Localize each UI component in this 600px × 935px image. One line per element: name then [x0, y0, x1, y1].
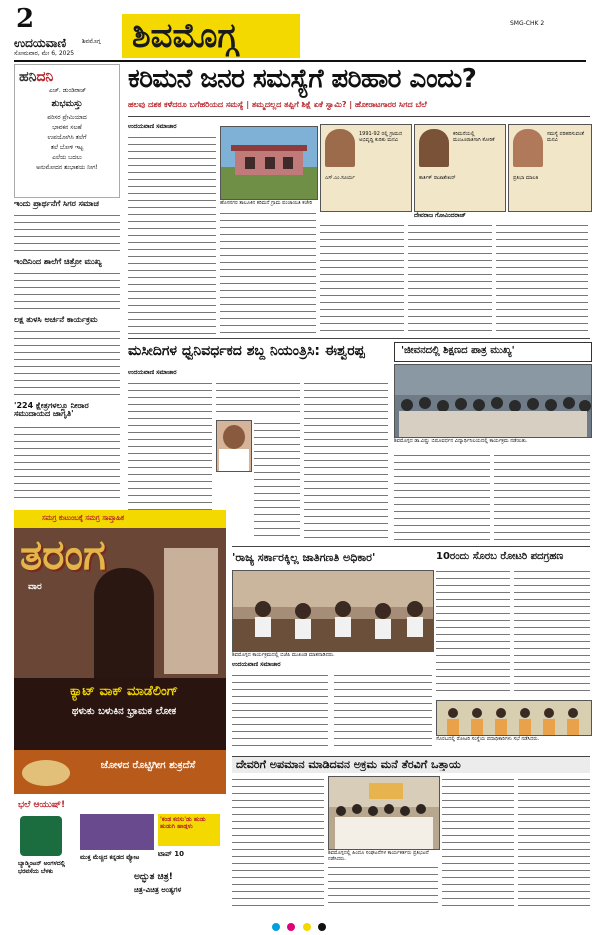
- ad-promo-panel: [14, 794, 226, 910]
- ad-brand: ತರಂಗ: [20, 530, 106, 579]
- ad-promo-story: 'ಕಂಡ ಕನಸು'ಡು ಹುಡು ಹುಡುಗಿ ಹಾಡ್ಗಳು: [160, 816, 206, 830]
- ad-food-title: ಜೋಳದ ರೊಟ್ಟಿಗೀಗ ಶುಕ್ರದೆಸೆ: [100, 760, 196, 771]
- life-headline-box: [394, 342, 592, 362]
- main-photo-caption: ಹೊಸನಗರ ತಾಲೂಕಿನ ಕರಿಮನೆ ಗ್ರಾಮ ಪಂಚಾಯಿತಿ ಕಚೇರಿ: [220, 200, 313, 206]
- main-body-col-1: [128, 134, 216, 334]
- ad-cover: [14, 528, 226, 678]
- ad-promo-left: ಬ್ಯಾಡ್ಮಿಂಟನ್ ಅಂಗಳದಲ್ಲಿ ಭರವಸೆಯ ಬೆಳಕು: [18, 860, 66, 875]
- left-headline-3: ಲಕ್ಷ ತುಳಸಿ ಅರ್ಚನೆ ಕಾರ್ಯಕ್ರಮ: [14, 315, 98, 324]
- honey-author: ಎಚ್. ಡುಂಡಿರಾಜ್: [49, 87, 87, 94]
- honey-title-b: ದನಿ: [36, 69, 54, 85]
- caste-rule: [232, 546, 590, 547]
- left-body-2: [14, 270, 120, 312]
- eshwarappa-photo: [216, 420, 252, 472]
- main-photo: [220, 126, 318, 200]
- person-photo: [325, 129, 355, 167]
- mosque-body-2a: [216, 380, 300, 416]
- poem-line: ತಲೆ ಬೋಳಿ ಇಟ್ಟ: [50, 144, 84, 151]
- main-body-col-5: [496, 222, 588, 334]
- main-headline: ಕರಿಮನೆ ಜನರ ಸಮಸ್ಯೆಗೆ ಪರಿಹಾರ ಎಂದು?: [128, 64, 477, 94]
- poem-line: ಪರಿಸರ ಪ್ರೇಮಿಯಾದ: [47, 114, 87, 121]
- left-headline-1: ಇಂದು ಪ್ರಾರ್ಥನೆಗೆ ಸಿಗರ ಸಮಾಚ: [14, 199, 99, 208]
- magenta-mark: [287, 923, 295, 931]
- honey-column: [14, 64, 120, 198]
- ad-food-strip: [14, 750, 226, 794]
- ad-athlete-image: [20, 816, 62, 856]
- masthead-rule: [14, 60, 586, 62]
- tenth-caption: ಸೊರಬದಲ್ಲಿ ರೋಟರಿ ಸಂಸ್ಥೆಯ ಪದಾಧಿಕಾರಿಗಳು ಸಭೆ ನಡೆಸಿದರು.: [436, 736, 540, 742]
- ad-tagline: ಸಮಗ್ರ ಕುಟುಂಬಕ್ಕೆ ಸಮಗ್ರ ಸಾಪ್ತಾಹಿಕ: [42, 514, 125, 522]
- poem-title: ಶುಭಮಸ್ತು: [51, 99, 83, 109]
- card-name: ಪ್ರತಿಭಾ ಮಾಲತಿ: [513, 175, 539, 181]
- temple-headline-bar: [232, 756, 590, 773]
- page-code: SMG-CHK 2: [510, 20, 545, 27]
- group-illustration: [437, 701, 591, 735]
- left-body-4: [14, 424, 120, 504]
- poem-text: [15, 113, 119, 173]
- ad-crowd-image: [80, 814, 154, 850]
- mosque-rule: [128, 338, 590, 339]
- person-head: [223, 425, 245, 449]
- black-mark: [318, 923, 326, 931]
- temple-caption: ಶಿವಮೊಗ್ಗದಲ್ಲಿ ಹಿಂದೂ ಸಂಘಟನೆಗಳ ಕಾರ್ಯಕರ್ತರು ಪ್ರತಿಭಟನೆ ನಡೆಸಿದರು.: [328, 850, 429, 862]
- honey-title: [19, 69, 53, 85]
- protest-illustration: [329, 777, 439, 849]
- section-title: ಶಿವಮೊಗ್ಗ: [132, 16, 238, 56]
- issue-date: ಸೋಮವಾರ, ಮೇ 6, 2025: [14, 50, 75, 57]
- life-body-2: [494, 452, 590, 540]
- caste-caption: ಶಿವಮೊಗ್ಗದ ಕಾರ್ಯಕ್ರಮದಲ್ಲಿ ಬಿಜೆಪಿ ಮುಖಂಡ ಮಾತನಾಡಿದರು.: [232, 652, 335, 658]
- registration-marks: [180, 916, 420, 926]
- person-photo: [513, 129, 543, 167]
- yellow-mark: [303, 923, 311, 931]
- person-photo: [419, 129, 449, 167]
- page-number: 2: [16, 4, 35, 34]
- ad-story-box: [158, 814, 220, 846]
- people-card-3: [508, 124, 592, 212]
- ad-promo-right-b: ಚಿತ್ರ-ವಿಚಿತ್ರ ಅಂತ್ಯಗಳ: [134, 886, 182, 894]
- ad-promo-mid: ಮುಕ್ತ ಮೆಚ್ಚಿದ ಕನ್ನಡದ ಪ್ಯೋಟ: [80, 854, 140, 861]
- edition-label: ಶಿವಮೊಗ್ಗ: [82, 38, 101, 45]
- caste-photo: [232, 570, 434, 652]
- mosque-headline: ಮಸೀದಿಗಳ ಧ್ವನಿವರ್ಧಕದ ಶಬ್ದ ನಿಯಂತ್ರಿಸಿ: ಈಶ್ವರಪ್ಪ: [128, 343, 365, 359]
- temple-body-2: [328, 864, 438, 908]
- ad-model-image: [164, 548, 218, 674]
- tenth-headline: 10ರಂದು ಸೊರಬ ರೋಟರಿ ಪದಗ್ರಹಣ: [436, 551, 564, 562]
- building-illustration: [221, 127, 317, 199]
- poem-line: ಅನುಮೋದನ ಶುಭಾಶಯ ನೀಗ!: [36, 164, 98, 171]
- temple-body-1: [232, 776, 324, 908]
- temple-headline: ದೇವರಿಗೆ ಅಪಮಾನ ಮಾಡಿದವನ ಅಕ್ರಮ ಮನೆ ತೆರವಿಗೆ ಒತ್ತಾಯ: [236, 759, 461, 771]
- tenth-body-2: [514, 568, 590, 696]
- honey-title-a: ಹನಿ: [19, 69, 37, 85]
- caste-byline: ಉದಯವಾಣಿ ಸಮಾಚಾರ: [232, 661, 281, 668]
- ad-food-image: [22, 760, 70, 786]
- people-card-1: [320, 124, 412, 212]
- temple-photo: [328, 776, 440, 850]
- card-name-extra: ದೇವರಾಜ ಗೋವಿಂದರಾಜ್: [414, 212, 466, 219]
- card-name: ಎಸ್.ಎಂ.ಸೂರ್ಯ: [325, 175, 355, 181]
- caste-body-2: [334, 672, 432, 752]
- left-body-3: [14, 328, 120, 398]
- masthead-left: [14, 4, 124, 56]
- life-body-1: [394, 452, 490, 540]
- ad-model-image-2: [94, 568, 154, 678]
- life-caption: ಶಿವಮೊಗ್ಗದ ಡಾ.ವಿಷ್ಣು ಬಿಷೂವರ್ಧನ ವಿದ್ಯಾರ್ಥಿನಿಲಯದಲ್ಲಿ ಕಾರ್ಯಕ್ರಮ ನಡೆಯಿತು.: [394, 438, 528, 444]
- left-headline-4: '224 ಕ್ಷೇತ್ರಗಳಲ್ಲೂ ನೀರಾರ ಸಮುದಾಯದ ಜಾಗೃತಿ': [14, 401, 89, 419]
- ad-sub: ವಾರ: [28, 582, 42, 592]
- ad-promo-tag: ಭಲೆ ಆಯುಷ್!: [18, 800, 66, 810]
- ad-banner-title: ಕ್ಯಾಟ್ ವಾಕ್ ಮಾಡೆಲಿಂಗ್: [69, 684, 179, 699]
- left-headline-2: ಇಂದಿನಿಂದ ಶಾಲೆಗೆ ಚಿತ್ರೋ ಮುಖ್ಯ: [14, 257, 102, 266]
- ad-promo-right-a: ಅದ್ಭುತ ಚಿತ್ರ!: [134, 872, 173, 882]
- temple-body-3: [442, 776, 514, 908]
- main-subhead: ಹಲವು ದಶಕ ಕಳೆದರೂ ಬಗೆಹರಿಯದ ಸಮಸ್ಯೆ | ತಮ್ಮದಲ್ಲದ ತಪ್ಪಿಗೆ ಶಿಕ್ಷೆ ಏಕೆ ಸ್ವಾಮಿ? | ಹೋರಾಟಗಾರರ ಸಿಗದ ಬೆಲೆ: [128, 100, 427, 109]
- mosque-body-2b: [254, 420, 300, 540]
- ad-promo-top: ಟಾಪ್ 10: [158, 850, 184, 858]
- temple-body-4: [518, 776, 590, 908]
- left-body-1: [14, 212, 120, 254]
- main-body-col-2: [220, 210, 316, 334]
- ad-banner: [14, 678, 226, 750]
- poem-line: ಉಪಯೋಗಿಸಿ ತಲೆಗೆ: [47, 134, 87, 141]
- cyan-mark: [272, 923, 280, 931]
- card-quote: 1991-92 ರಲ್ಲಿ ಗ್ರಾಮದ ಅಭಿವೃದ್ಧಿ ಕುರಿತು ಮನವಿ: [359, 131, 403, 143]
- life-photo: [394, 364, 592, 438]
- mosque-body-3: [304, 380, 388, 540]
- tenth-photo: [436, 700, 592, 736]
- paper-name: ಉದಯವಾಣಿ: [14, 36, 67, 50]
- ad-tag-bar: [14, 510, 226, 528]
- meeting-illustration: [233, 571, 433, 651]
- card-name: ಕಾರ್ತಿಕ್ ರಾಜಾಶೇಖರ್: [419, 175, 456, 181]
- poem-line: ಭಾವಕನ ಸಲಹೆ: [52, 124, 82, 131]
- taranga-ad[interactable]: [14, 510, 226, 910]
- crowd-illustration: [395, 365, 591, 437]
- poem-line: ಎಲೆಯ ಬದಲು: [52, 154, 82, 161]
- tenth-body-1: [436, 568, 510, 696]
- main-rule: [128, 116, 590, 117]
- ad-banner-sub: ಥಳುಕು ಬಳುಕಿನ ಭ್ರಾಮಕ ಲೋಕ: [71, 706, 177, 717]
- main-body-col-4: [408, 222, 492, 334]
- card-quote: ಸಮಸ್ಯೆ ಪರಿಹರಿಸುವಂತೆ ಮನವಿ: [547, 131, 585, 143]
- life-headline: 'ಜೀವನದಲ್ಲಿ ಶಿಕ್ಷಣದ ಪಾತ್ರ ಮುಖ್ಯ': [401, 345, 515, 356]
- section-banner: [122, 14, 300, 58]
- caste-headline: 'ರಾಜ್ಯ ಸರ್ಕಾರಕ್ಕಿಲ್ಲ ಜಾತಿಗಣತಿ ಅಧಿಕಾರ': [232, 551, 376, 564]
- mosque-byline: ಉದಯವಾಣಿ ಸಮಾಚಾರ: [128, 369, 177, 376]
- people-card-2: [414, 124, 506, 212]
- person-body: [219, 449, 249, 471]
- main-byline: ಉದಯವಾಣಿ ಸಮಾಚಾರ: [128, 123, 177, 130]
- caste-body-1: [232, 672, 328, 752]
- main-body-col-3: [320, 222, 404, 334]
- card-quote: ಕರಿಮನೆಯಲ್ಲಿ ಮಂಜೂರಾತಿಗಾಗಿ ಕೋರಿಕೆ: [453, 131, 495, 143]
